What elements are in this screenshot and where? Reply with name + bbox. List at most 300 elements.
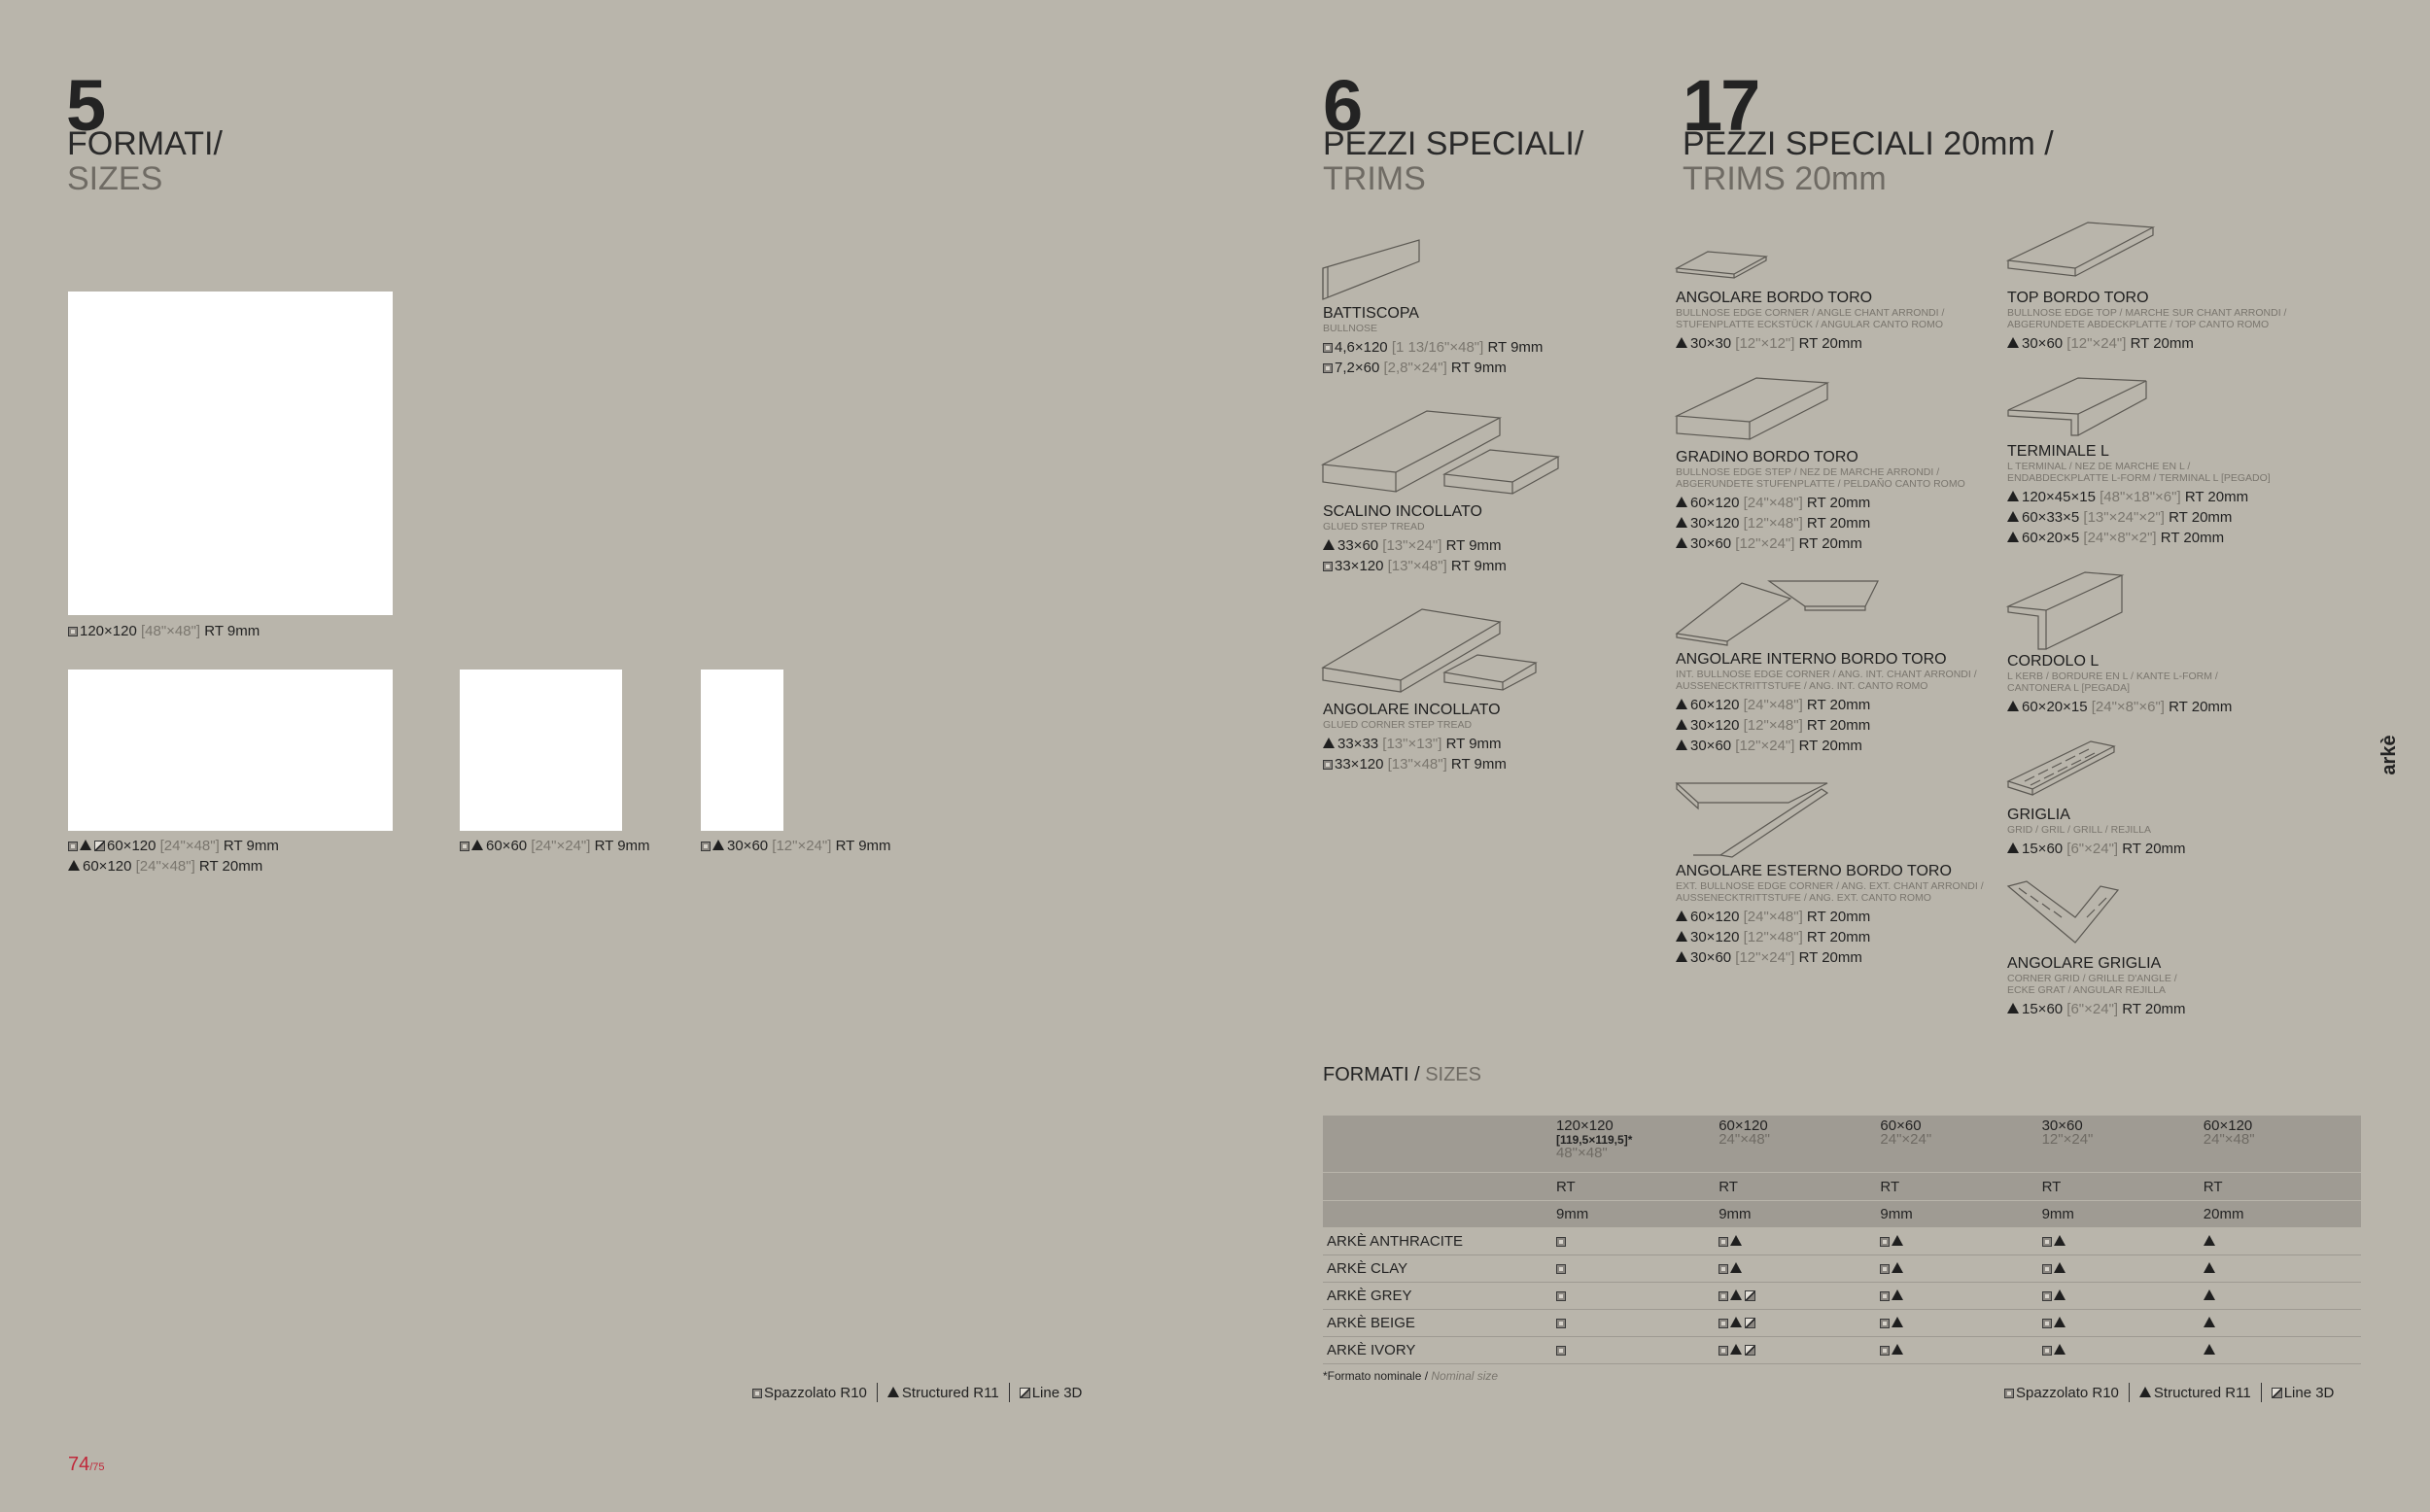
table-cell xyxy=(1715,1310,1876,1337)
spec-line xyxy=(701,836,891,856)
spazzolato-icon xyxy=(1323,562,1333,571)
item-subtitle: EXT. BULLNOSE EDGE CORNER / ANG. EXT. CHANT ARRONDI / xyxy=(1676,880,1984,892)
scalino-drawing xyxy=(1320,406,1563,503)
table-header-cell: 9mm xyxy=(1876,1201,2037,1228)
table-header-cell: 60×60 24"×24" xyxy=(1876,1116,2037,1173)
spec-size: 33×120 xyxy=(1335,756,1388,773)
angolare-griglia-item xyxy=(2007,955,2186,1019)
section-number-trims: 6 xyxy=(1323,65,1362,146)
formats-title: FORMATI/ xyxy=(67,125,223,162)
spec-inch: [24"×48"] xyxy=(1743,909,1807,925)
spec-finish: RT 9mm xyxy=(204,623,260,639)
angolare-esterno-bordo-toro-item xyxy=(1676,863,1984,968)
spec-size: 120×45×15 xyxy=(2022,489,2100,505)
structured-icon xyxy=(68,860,80,871)
table-header-cell: RT xyxy=(1552,1173,1715,1201)
spec-finish: RT 20mm xyxy=(1798,738,1862,754)
spec-inch: [24"×48"] xyxy=(135,858,199,875)
spec-size: 60×60 xyxy=(486,838,532,854)
table-cell xyxy=(1552,1228,1715,1255)
structured-icon xyxy=(1730,1289,1742,1300)
item-subtitle: BULLNOSE EDGE CORNER / ANGLE CHANT ARRONDI / xyxy=(1676,307,1945,319)
legend-structured: Structured R11 xyxy=(2153,1385,2251,1401)
spec-line xyxy=(460,836,650,856)
spec-finish: RT 20mm xyxy=(2169,509,2233,526)
angolare-interno-drawing xyxy=(1674,577,1883,647)
angolare-interno-bordo-toro-item xyxy=(1676,651,1977,756)
spec-inch: [24"×48"] xyxy=(159,838,224,854)
structured-icon xyxy=(2139,1387,2151,1397)
spec-size: 60×120 xyxy=(1690,697,1744,713)
item-title: SCALINO INCOLLATO xyxy=(1323,503,1482,520)
spec-line xyxy=(1676,513,1965,533)
spec-finish: RT 20mm xyxy=(1806,717,1871,734)
swatch-60x120 xyxy=(68,670,393,831)
item-subtitle: CORNER GRID / GRILLE D'ANGLE / xyxy=(2007,973,2177,984)
spec-line xyxy=(1676,715,1977,736)
spec-line xyxy=(1676,533,1965,554)
spec-finish: RT 20mm xyxy=(2130,335,2194,352)
spec-inch: [13"×48"] xyxy=(1387,558,1451,574)
item-title: ANGOLARE INCOLLATO xyxy=(1323,702,1501,718)
structured-icon xyxy=(2054,1317,2066,1327)
spazzolato-icon xyxy=(1556,1291,1566,1301)
spec-line xyxy=(2007,487,2271,507)
scalino-incollato-item xyxy=(1323,503,1507,576)
table-header-cell: RT xyxy=(2038,1173,2200,1201)
spec-inch: [6"×24"] xyxy=(2066,1001,2123,1017)
structured-icon xyxy=(2204,1317,2215,1327)
table-cell xyxy=(2038,1255,2200,1283)
spec-line xyxy=(1323,734,1507,754)
page-number xyxy=(68,1454,105,1476)
table-cell xyxy=(2200,1228,2361,1255)
table-row xyxy=(1323,1310,2361,1337)
structured-icon xyxy=(2007,337,2019,348)
spec-finish: RT 9mm xyxy=(835,838,891,854)
item-subtitle: ABGERUNDETE ABDECKPLATTE / TOP CANTO ROMO xyxy=(2007,319,2270,330)
spec-finish: RT 9mm xyxy=(1445,736,1502,752)
table-cell xyxy=(1715,1337,1876,1364)
spec-size: 60×33×5 xyxy=(2022,509,2084,526)
gradino-bordo-toro-drawing xyxy=(1674,375,1834,443)
page-number-main: 74 xyxy=(68,1454,90,1475)
spazzolato-icon xyxy=(1880,1319,1890,1328)
table-cell xyxy=(1552,1310,1715,1337)
angolare-griglia-drawing xyxy=(2005,878,2122,948)
spec-line xyxy=(1676,695,1977,715)
structured-icon xyxy=(1676,537,1687,548)
spec-inch: [1 13/16"×48"] xyxy=(1391,339,1488,356)
page-number-next: /75 xyxy=(89,1461,105,1473)
table-header-cell: 60×120 24"×48" xyxy=(2200,1116,2361,1173)
structured-icon xyxy=(1676,517,1687,528)
spec-inch: [12"×12"] xyxy=(1735,335,1799,352)
item-subtitle: AUSSENECKTRITTSTUFE / ANG. EXT. CANTO ROMO xyxy=(1676,892,1931,904)
structured-icon xyxy=(1323,738,1335,748)
row-name: ARKÈ GREY xyxy=(1323,1283,1552,1310)
table-cell xyxy=(1715,1228,1876,1255)
table-cell xyxy=(1876,1337,2037,1364)
structured-icon xyxy=(1892,1317,1903,1327)
table-cell xyxy=(2200,1255,2361,1283)
angolare-incollato-item xyxy=(1323,702,1507,774)
spazzolato-icon xyxy=(1323,343,1333,353)
trims-title: PEZZI SPECIALI/ xyxy=(1323,125,1584,162)
structured-icon xyxy=(1676,911,1687,921)
format-specs-60x120 xyxy=(68,836,279,876)
item-subtitle: ECKE GRAT / ANGULAR REJILLA xyxy=(2007,984,2166,996)
item-subtitle: ABGERUNDETE STUFENPLATTE / PELDAÑO CANTO ROMO xyxy=(1676,478,1965,490)
spec-line xyxy=(1323,358,1543,378)
spec-line xyxy=(2007,528,2271,548)
row-name: ARKÈ ANTHRACITE xyxy=(1323,1228,1552,1255)
item-subtitle: CANTONERA L [PEGADA] xyxy=(2007,682,2131,694)
table-heading-grey: SIZES xyxy=(1425,1064,1481,1085)
table-cell xyxy=(2038,1228,2200,1255)
spec-line xyxy=(68,856,279,876)
structured-icon xyxy=(712,840,724,850)
griglia-drawing xyxy=(2005,739,2117,803)
table-cell xyxy=(1552,1283,1715,1310)
spec-size: 15×60 xyxy=(2022,1001,2067,1017)
table-header-cell: 120×120 [119,5×119,5]* 48"×48" xyxy=(1552,1116,1715,1173)
item-subtitle: AUSSENECKTRITTSTUFE / ANG. INT. CANTO ROMO xyxy=(1676,680,1928,692)
spec-finish: RT 9mm xyxy=(223,838,279,854)
structured-icon xyxy=(1892,1289,1903,1300)
spec-line xyxy=(1676,947,1984,968)
format-specs-30x60 xyxy=(701,836,891,856)
item-subtitle: GLUED CORNER STEP TREAD xyxy=(1323,719,1473,731)
spazzolato-icon xyxy=(701,842,711,851)
angolare-bordo-toro-drawing xyxy=(1674,249,1771,286)
structured-icon xyxy=(471,840,483,850)
brand-logo: arkè xyxy=(2378,735,2400,775)
spazzolato-icon xyxy=(1556,1346,1566,1356)
spec-inch: [2,8"×24"] xyxy=(1383,360,1451,376)
structured-icon xyxy=(1892,1344,1903,1355)
item-title: BATTISCOPA xyxy=(1323,305,1419,322)
spec-line xyxy=(1676,907,1984,927)
spazzolato-icon xyxy=(2042,1264,2052,1274)
trims-subtitle: TRIMS xyxy=(1323,160,1426,197)
legend-left xyxy=(752,1383,1082,1402)
spec-inch: [24"×8"×6"] xyxy=(2091,699,2170,715)
structured-icon xyxy=(2007,1003,2019,1014)
structured-icon xyxy=(2204,1262,2215,1273)
item-title: ANGOLARE BORDO TORO xyxy=(1676,290,1873,306)
spazzolato-icon xyxy=(2042,1291,2052,1301)
footnote-main: *Formato nominale / xyxy=(1323,1369,1432,1383)
table-cell xyxy=(1552,1337,1715,1364)
table-header-cell: RT xyxy=(1876,1173,2037,1201)
spec-inch: [13"×13"] xyxy=(1382,736,1446,752)
spec-finish: RT 20mm xyxy=(1798,535,1862,552)
legend-spazzolato: Spazzolato R10 xyxy=(764,1385,867,1401)
structured-icon xyxy=(2007,532,2019,542)
line3d-icon xyxy=(2272,1388,2282,1398)
structured-icon xyxy=(1676,337,1687,348)
table-cell xyxy=(2200,1283,2361,1310)
spec-inch: [24"×8"×2"] xyxy=(2083,530,2161,546)
spec-finish: RT 20mm xyxy=(1806,495,1871,511)
spec-finish: RT 9mm xyxy=(594,838,650,854)
spec-finish: RT 20mm xyxy=(2160,530,2225,546)
battiscopa-drawing xyxy=(1320,237,1427,303)
spec-finish: RT 9mm xyxy=(1450,756,1507,773)
spazzolato-icon xyxy=(68,627,78,636)
spec-size: 30×60 xyxy=(2022,335,2067,352)
spec-size: 30×60 xyxy=(1690,738,1736,754)
format-specs-60x60 xyxy=(460,836,650,856)
structured-icon xyxy=(80,840,91,850)
spec-line xyxy=(1676,493,1965,513)
spec-line xyxy=(68,836,279,856)
table-cell xyxy=(1715,1283,1876,1310)
spec-line xyxy=(1323,337,1543,358)
swatch-120x120 xyxy=(68,292,393,615)
spazzolato-icon xyxy=(1718,1291,1728,1301)
legend-right xyxy=(2004,1383,2334,1402)
spec-size: 33×120 xyxy=(1335,558,1388,574)
section-number-formats: 5 xyxy=(66,65,105,146)
item-title: ANGOLARE GRIGLIA xyxy=(2007,955,2162,972)
structured-icon xyxy=(2204,1289,2215,1300)
legend-structured: Structured R11 xyxy=(901,1385,999,1401)
row-name: ARKÈ BEIGE xyxy=(1323,1310,1552,1337)
spazzolato-icon xyxy=(1718,1264,1728,1274)
structured-icon xyxy=(2204,1344,2215,1355)
line3d-icon xyxy=(1745,1290,1755,1301)
spec-line xyxy=(1676,736,1977,756)
spec-line xyxy=(2007,333,2286,354)
spec-inch: [12"×24"] xyxy=(1735,535,1799,552)
top-bordo-toro-item xyxy=(2007,290,2286,354)
structured-icon xyxy=(887,1387,899,1397)
spazzolato-icon xyxy=(1556,1319,1566,1328)
item-subtitle: GLUED STEP TREAD xyxy=(1323,521,1425,533)
item-title: ANGOLARE INTERNO BORDO TORO xyxy=(1676,651,1947,668)
spec-finish: RT 9mm xyxy=(1487,339,1544,356)
structured-icon xyxy=(1676,719,1687,730)
spec-inch: [12"×24"] xyxy=(1735,949,1799,966)
table-header-cell: 9mm xyxy=(2038,1201,2200,1228)
trims20-title: PEZZI SPECIALI 20mm / xyxy=(1683,125,2054,162)
spazzolato-icon xyxy=(1880,1237,1890,1247)
gradino-bordo-toro-item xyxy=(1676,449,1965,554)
structured-icon xyxy=(2007,511,2019,522)
spazzolato-icon xyxy=(68,842,78,851)
table-cell xyxy=(2038,1283,2200,1310)
spec-line xyxy=(1323,754,1507,774)
spec-inch: [48"×48"] xyxy=(140,623,205,639)
structured-icon xyxy=(1730,1235,1742,1246)
structured-icon xyxy=(1892,1262,1903,1273)
spec-finish: RT 20mm xyxy=(1806,515,1871,532)
spec-inch: [24"×48"] xyxy=(1743,495,1807,511)
item-subtitle: ENDABDECKPLATTE L-FORM / TERMINAL L [PEGADO] xyxy=(2007,472,2271,484)
spec-line xyxy=(1323,535,1507,556)
spec-size: 30×60 xyxy=(727,838,773,854)
spazzolato-icon xyxy=(1880,1291,1890,1301)
table-cell xyxy=(2200,1310,2361,1337)
structured-icon xyxy=(2054,1289,2066,1300)
spec-size: 30×120 xyxy=(1690,929,1744,945)
structured-icon xyxy=(1676,497,1687,507)
item-subtitle: BULLNOSE xyxy=(1323,323,1378,334)
structured-icon xyxy=(1676,951,1687,962)
item-subtitle: L TERMINAL / NEZ DE MARCHE EN L / xyxy=(2007,461,2191,472)
spec-inch: [12"×24"] xyxy=(1735,738,1799,754)
spazzolato-icon xyxy=(752,1389,762,1398)
spec-size: 60×120 xyxy=(1690,909,1744,925)
spec-inch: [13"×48"] xyxy=(1387,756,1451,773)
trims20-subtitle: TRIMS 20mm xyxy=(1683,160,1887,197)
spec-size: 60×120 xyxy=(107,838,160,854)
spec-size: 30×120 xyxy=(1690,717,1744,734)
structured-icon xyxy=(1676,699,1687,709)
formats-subtitle: SIZES xyxy=(67,160,163,197)
terminale-l-item xyxy=(2007,443,2271,548)
structured-icon xyxy=(2204,1235,2215,1246)
spec-finish: RT 20mm xyxy=(198,858,263,875)
table-header-cell: 20mm xyxy=(2200,1201,2361,1228)
line3d-icon xyxy=(1745,1318,1755,1328)
spec-size: 15×60 xyxy=(2022,841,2067,857)
item-subtitle: INT. BULLNOSE EDGE CORNER / ANG. INT. CHANT ARRONDI / xyxy=(1676,669,1977,680)
spec-size: 33×33 xyxy=(1337,736,1383,752)
spazzolato-icon xyxy=(1556,1237,1566,1247)
row-name: ARKÈ CLAY xyxy=(1323,1255,1552,1283)
structured-icon xyxy=(2007,491,2019,501)
spec-inch: [6"×24"] xyxy=(2066,841,2123,857)
footnote xyxy=(1323,1369,1498,1383)
table-heading-main: FORMATI / xyxy=(1323,1064,1426,1085)
spec-finish: RT 20mm xyxy=(1798,949,1862,966)
structured-icon xyxy=(1730,1262,1742,1273)
spec-finish: RT 20mm xyxy=(1806,697,1871,713)
spec-line xyxy=(2007,999,2186,1019)
spec-line xyxy=(1676,333,1944,354)
spec-line xyxy=(2007,697,2232,717)
structured-icon xyxy=(1892,1235,1903,1246)
spazzolato-icon xyxy=(1556,1264,1566,1274)
section-number-trims20: 17 xyxy=(1683,65,1759,146)
table-header-cell: 9mm xyxy=(1715,1201,1876,1228)
table-header-row xyxy=(1323,1116,2361,1173)
battiscopa-item xyxy=(1323,305,1543,378)
spazzolato-icon xyxy=(2004,1389,2014,1398)
table-header-row xyxy=(1323,1201,2361,1228)
structured-icon xyxy=(2007,701,2019,711)
structured-icon xyxy=(2007,842,2019,853)
item-title: TOP BORDO TORO xyxy=(2007,290,2149,306)
spec-size: 30×60 xyxy=(1690,535,1736,552)
table-header-cell: 60×120 24"×48" xyxy=(1715,1116,1876,1173)
structured-icon xyxy=(1676,739,1687,750)
legend-line3d: Line 3D xyxy=(2283,1385,2335,1401)
spec-line xyxy=(1676,927,1984,947)
swatch-60x60 xyxy=(460,670,622,831)
spec-size: 4,6×120 xyxy=(1335,339,1392,356)
item-subtitle: L KERB / BORDURE EN L / KANTE L-FORM / xyxy=(2007,670,2218,682)
table-header-cell: RT xyxy=(1715,1173,1876,1201)
angolare-esterno-drawing xyxy=(1674,779,1834,859)
spec-inch: [24"×24"] xyxy=(531,838,595,854)
table-cell xyxy=(1876,1255,2037,1283)
spec-inch: [24"×48"] xyxy=(1743,697,1807,713)
table-cell xyxy=(2200,1337,2361,1364)
spec-finish: RT 20mm xyxy=(2184,489,2249,505)
spazzolato-icon xyxy=(2042,1237,2052,1247)
item-subtitle: GRID / GRIL / GRILL / REJILLA xyxy=(2007,824,2152,836)
spec-finish: RT 20mm xyxy=(2122,1001,2186,1017)
legend-line3d: Line 3D xyxy=(1031,1385,1083,1401)
table-row xyxy=(1323,1283,2361,1310)
table-row xyxy=(1323,1337,2361,1364)
spec-size: 7,2×60 xyxy=(1335,360,1384,376)
structured-icon xyxy=(1730,1317,1742,1327)
spazzolato-icon xyxy=(460,842,469,851)
spec-finish: RT 9mm xyxy=(1445,537,1502,554)
legend-spazzolato: Spazzolato R10 xyxy=(2016,1385,2119,1401)
spec-finish: RT 20mm xyxy=(1806,909,1871,925)
table-header-cell: 9mm xyxy=(1552,1201,1715,1228)
spec-size: 60×120 xyxy=(83,858,136,875)
spec-line xyxy=(68,621,260,641)
spazzolato-icon xyxy=(1718,1237,1728,1247)
spec-size: 120×120 xyxy=(80,623,141,639)
spec-finish: RT 20mm xyxy=(2122,841,2186,857)
item-title: CORDOLO L xyxy=(2007,653,2100,670)
spec-inch: [12"×48"] xyxy=(1743,717,1807,734)
item-subtitle: BULLNOSE EDGE TOP / MARCHE SUR CHANT ARRONDI / xyxy=(2007,307,2287,319)
swatch-30x60 xyxy=(701,670,783,831)
spec-finish: RT 20mm xyxy=(1798,335,1862,352)
table-header-row xyxy=(1323,1173,2361,1201)
structured-icon xyxy=(1323,539,1335,550)
table-cell xyxy=(2038,1337,2200,1364)
spec-finish: RT 9mm xyxy=(1450,558,1507,574)
spec-size: 60×20×5 xyxy=(2022,530,2084,546)
spazzolato-icon xyxy=(1323,363,1333,373)
row-name: ARKÈ IVORY xyxy=(1323,1337,1552,1364)
sizes-table xyxy=(1323,1116,2361,1364)
spec-line xyxy=(1323,556,1507,576)
spec-size: 60×20×15 xyxy=(2022,699,2092,715)
spazzolato-icon xyxy=(1880,1346,1890,1356)
spec-inch: [13"×24"] xyxy=(1382,537,1446,554)
spec-finish: RT 9mm xyxy=(1450,360,1507,376)
item-title: ANGOLARE ESTERNO BORDO TORO xyxy=(1676,863,1952,879)
spazzolato-icon xyxy=(2042,1346,2052,1356)
structured-icon xyxy=(2054,1344,2066,1355)
line3d-icon xyxy=(94,841,105,851)
footnote-grey: Nominal size xyxy=(1431,1369,1499,1383)
table-cell xyxy=(1876,1310,2037,1337)
line3d-icon xyxy=(1020,1388,1030,1398)
top-bordo-toro-drawing xyxy=(2005,220,2156,286)
item-title: GRIGLIA xyxy=(2007,807,2070,823)
table-row xyxy=(1323,1228,2361,1255)
terminale-l-drawing xyxy=(2005,375,2151,437)
format-specs-120x120 xyxy=(68,621,260,641)
spec-finish: RT 20mm xyxy=(2169,699,2233,715)
spec-inch: [12"×48"] xyxy=(1743,929,1807,945)
item-subtitle: BULLNOSE EDGE STEP / NEZ DE MARCHE ARRONDI / xyxy=(1676,466,1940,478)
structured-icon xyxy=(2054,1262,2066,1273)
angolare-bordo-toro-item xyxy=(1676,290,1944,354)
